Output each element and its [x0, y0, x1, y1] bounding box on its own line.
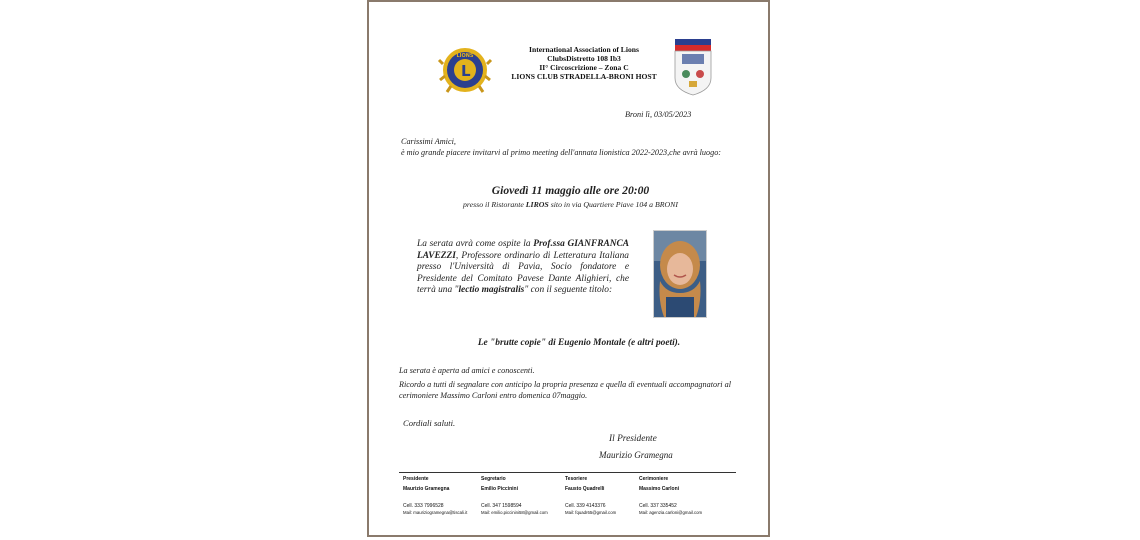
club-header: [489, 45, 679, 81]
officer-ceremony-master: [639, 476, 702, 516]
club-crest: [674, 38, 712, 96]
event-date-title: Giovedì 11 maggio alle ore 20:00: [491, 184, 650, 197]
officer-cell: Cell. 339 4143376: [565, 503, 606, 510]
speaker-desc: , Professore ordinario di Letteratura Italiana presso l'Università di Pavia, Socio fondatore e Presidente del Comitato Pavese Dante Alighieri, che terrà una ": [417, 250, 629, 296]
officers-footer: [403, 476, 733, 526]
speaker-paragraph: [417, 239, 629, 297]
officer-mail: Mail: agenzia.carloni@gmail.com: [639, 509, 703, 515]
officer-mail: Mail: emilio.piccinini58@gmail.com: [481, 509, 548, 515]
speaker-end: " con il seguente titolo:: [524, 285, 613, 296]
officer-cell: Cell. 337 335452: [639, 503, 677, 510]
footer-divider: [399, 472, 736, 473]
lions-logo: [437, 42, 493, 98]
officer-secretary: [481, 476, 548, 516]
open-note: La serata è aperta ad amici e conoscenti.: [399, 366, 535, 375]
speaker-name: GIANFRANCA LAVEZZI: [417, 239, 629, 261]
officer-role: Tesoriere: [565, 476, 588, 482]
officer-name: Maurizio Gramegna: [403, 485, 450, 492]
signature-title: Il Presidente: [609, 434, 657, 444]
letter-page: [367, 0, 770, 537]
officer-president: [403, 476, 467, 516]
lions-logo-text: LIONS: [456, 53, 474, 59]
header-line-2: ClubsDistretto 108 Ib3: [547, 54, 621, 63]
reminder-text: Ricordo a tutti di segnalare con anticipo la propria presenza e quella di eventuali accompagnatori al cerimoniere Massimo Carloni entro domenica 07maggio.: [399, 380, 731, 400]
officer-role: Cerimoniere: [639, 476, 669, 482]
lectio-label: lectio magistralis: [458, 285, 525, 296]
officer-mail: Mail: fquadr65@gmail.com: [565, 509, 617, 515]
officer-mail: Mail: mauriziogramegna@tiscali.it: [403, 509, 468, 515]
header-line-1: International Association of Lions: [529, 45, 639, 54]
svg-text:L: L: [461, 62, 471, 80]
venue-name: LIROS: [525, 200, 549, 209]
invitation-text: è mio grande piacere invitarvi al primo meeting dell'annata lionistica 2022-2023,che avrà luogo:: [401, 148, 722, 157]
header-line-3: II° Circoscrizione – Zona C: [539, 63, 629, 72]
officer-cell: Cell. 347 1598594: [481, 503, 522, 510]
officer-cell: Cell. 333 7996528: [403, 503, 444, 510]
officer-treasurer: [565, 476, 616, 516]
speaker-photo: [653, 230, 707, 318]
header-line-4: LIONS CLUB STRADELLA-BRONI HOST: [511, 72, 657, 81]
officer-name: Emilio Piccinini: [481, 485, 518, 492]
closing-regards: Cordiali saluti.: [403, 418, 456, 428]
signature-name: Maurizio Gramegna: [599, 450, 673, 460]
place-date: Broni lì, 03/05/2023: [625, 110, 692, 119]
venue-pre: presso il Ristorante: [463, 200, 526, 209]
officer-role: Presidente: [403, 476, 429, 482]
officer-name: Massimo Carloni: [639, 485, 680, 492]
greeting: Carissimi Amici,: [401, 137, 456, 146]
lecture-title: Le "brutte copie" di Eugenio Montale (e altri poeti).: [477, 338, 681, 348]
officer-name: Fausto Quadrelli: [565, 485, 605, 492]
venue-post: sito in via Quartiere Piave 104 a BRONI: [548, 200, 678, 209]
speaker-intro: La serata avrà come ospite la: [417, 239, 534, 249]
speaker-title: Prof.ssa: [533, 239, 565, 249]
officer-role: Segretario: [481, 476, 506, 482]
event-venue: [369, 200, 770, 209]
